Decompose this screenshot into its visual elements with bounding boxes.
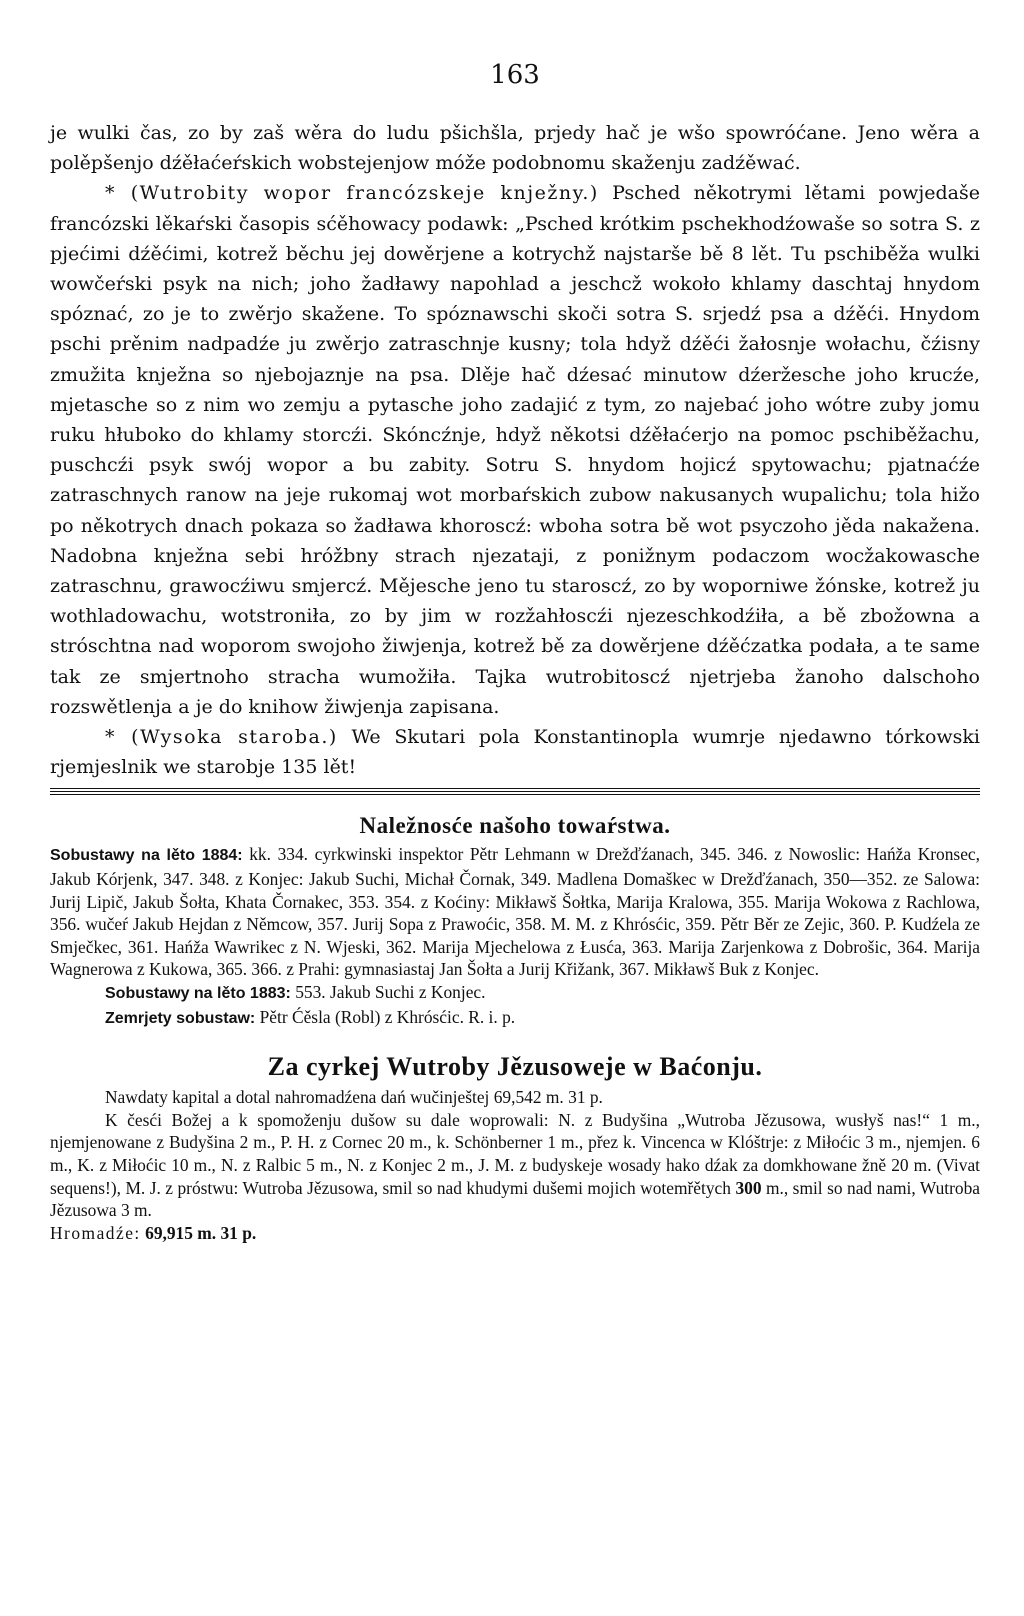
paragraph-3-heading: * (Wysoka staroba.) — [105, 726, 338, 749]
donations-text-a: K česći Božej a k spomoženju dušow su dale woprowali: N. z Budyšina „Wutroba Jězusowa, wusłyš nas!“ 1 m., njemjenowane z Budyšina 2 m., P. H. z Cornec 20 m., k. Schönberner 1 m., přez k. Vincenca w Klóštrje: z Miłoćic 3 m., njemjen. 6 m., K. z Miłoćic 10 m., N. z Ralbic 5 m., N. z Konjec 2 m., J. M. z budyskeje wosady hako dźak za domkhowane žně 20 m. (Vivat sequens!), M. J. z próstwu: Wutroba Jězusowa, smil so nad khudymi dušemi mojich wotemřětych — [50, 1109, 980, 1198]
total-label: Hromadźe: — [50, 1222, 141, 1243]
total-value: 69,915 m. 31 p. — [145, 1222, 257, 1243]
main-text — [50, 118, 980, 782]
page-number: 163 — [490, 60, 540, 90]
donations-text-b: m., smil so nad nami, Wutroba Jězusowa 3 m. — [50, 1177, 980, 1221]
paragraph-1: je wulki čas, zo by zaš wěra do ludu pšichšla, prjedy hač je wšo spowróćane. Jeno wěra a polěpšenjo dźěłaćeŕskich wobstejenjow móže podobnomu skaženju zadźěwać. — [50, 122, 980, 175]
section-1-title: Naležnosće našoho towaŕstwa. — [359, 813, 671, 839]
paragraph-2 — [50, 178, 980, 722]
members-1883-label: Sobustawy na lěto 1883: — [105, 985, 291, 1003]
members-1883 — [50, 981, 980, 1006]
deceased-label: Zemrjety sobustaw: — [105, 1009, 256, 1027]
deceased-member — [50, 1006, 980, 1031]
paragraph-3-body: We Skutari pola Konstantinopla wumrje njedawno tórkowski rjemjeslnik we starobje 135 lět! — [50, 726, 980, 779]
paragraph-2-body: Psched někotrymi lětami powjedaše francózski lěkaŕski časopis sćěhowacy podawk: „Psched krótkim pschekhodźowaše so sotra S. z pjećimi dźěćimi, kotrež běchu jej dowěrjene a kotrychž najstarše bě 8 lět. Tu pschiběža wulki wowčeŕski psyk na nich; joho žadławy napohlad a jeschcž wokoło khlamy daschtaj hnydom spóznać, zo je to zwěrjo skažene. To spóznawschi skoči sotra S. srjedź psa a dźěći. Hnydom pschi prěnim nadpadźe ju zwěrjo zatraschnje kusny; tola hdyž dźěći žałosnje wołachu, čźisny zmužita knježna so njebojaznje na psa. Dlěje hač dźesać minutow dźeržesche joho krucźe, mjetasche so z nim wo zemju a pytasche joho zadajić z tym, zo najebać joho wótre zuby jomu ruku hłuboko do khlamy storcźi. Skóncźnje, hdyž někotsi dźěłaćerjo na pomoc pschiběžachu, puschcźi psyk swój wopor a bu zabity. Sotru S. hnydom hojicź spytowachu; pjatnaćźe zatraschnych ranow na jeje rukomaj wot morbaŕskich zubow nakusanych wupalichu; tola hižo po někotrych dnach pokaza so žadława khoroscź: wboha sotra bě wot psyczoho jěda nakažena. Nadobna knježna sebi hróžbny strach njezataji, z ponižnym podaczom wocžakowasche zatraschnu, grawocźiwu smjercź. Mějesche jeno tu staroscź, zo by woporniwe žónske, kotrež ju wothladowachu, wotstroniła, zo by jim w rozžahłoscźi njezeschkodźiła, a bě zbožowna a stróschtna nad woporom swojoho žiwjenja, kotrež bě za dowěrjene dźěćzatka podała, a te same tak ze smjertnoho stracha wumožiła. Tajka wutrobitoscź njetrjeba žanoho dalschoho rozswětlenja a je do knihow žiwjenja zapisana. — [50, 182, 980, 718]
deceased-text: Pětr Ćěsla (Robl) z Khrósćic. R. i. p. — [259, 1006, 516, 1027]
page — [50, 60, 980, 1244]
members-1883-text: 553. Jakub Suchi z Konjec. — [295, 982, 486, 1003]
capital-line: Nawdaty kapital a dotal nahromadźena dań wučinještej 69,542 m. 31 p. — [105, 1087, 603, 1108]
donations-paragraph — [50, 1109, 980, 1222]
members-1884 — [50, 843, 980, 981]
total-line — [50, 1222, 980, 1245]
members-1884-label: Sobustawy na lěto 1884: — [50, 847, 243, 865]
section-1-body — [50, 843, 980, 1030]
members-1884-text: kk. 334. cyrkwinski inspektor Pětr Lehmann w Drežďźanach, 345. 346. z Nowoslic: Hańža Kronsec, Jakub Kórjenk, 347. 348. z Konjec: Jakub Suchi, Michał Čornak, 349. Madlena Domaškec w Drežďźanach, 350—352. ze Salowa: Jurij Lipič, Jakub Šołta, Khata Čornakec, 353. 354. z Koćiny: Mikławš Šołtka, Marija Kralowa, 355. Marija Wokowa z Rachlowa, 356. wučeŕ Jakub Hejdan z Němcow, 357. Jurij Sopa z Prawoćic, 358. M. M. z Khrósćic, 359. Pětr Běr ze Zejic, 360. P. Kudźela ze Smječkec, 361. Hańža Wawrikec z N. Wjeski, 362. Marija Mjechelowa z Łusća, 363. Marija Zarjenkowa z Dobrošic, 364. Marija Wagnerowa z Kukowa, 365. 366. z Prahi: gymnasiastaj Jan Šołta a Jurij Křižank, 367. Mikławš Buk z Konjec. — [50, 844, 980, 980]
divider-rule — [50, 788, 980, 795]
paragraph-3 — [50, 722, 980, 782]
paragraph-2-heading: * (Wutrobity wopor francózskeje knježny.) — [105, 182, 599, 205]
section-2-title: Za cyrkej Wutroby Jězusoweje w Baćonju. — [267, 1052, 763, 1082]
section-2-body — [50, 1086, 980, 1244]
donations-amount: 300 — [735, 1177, 762, 1198]
